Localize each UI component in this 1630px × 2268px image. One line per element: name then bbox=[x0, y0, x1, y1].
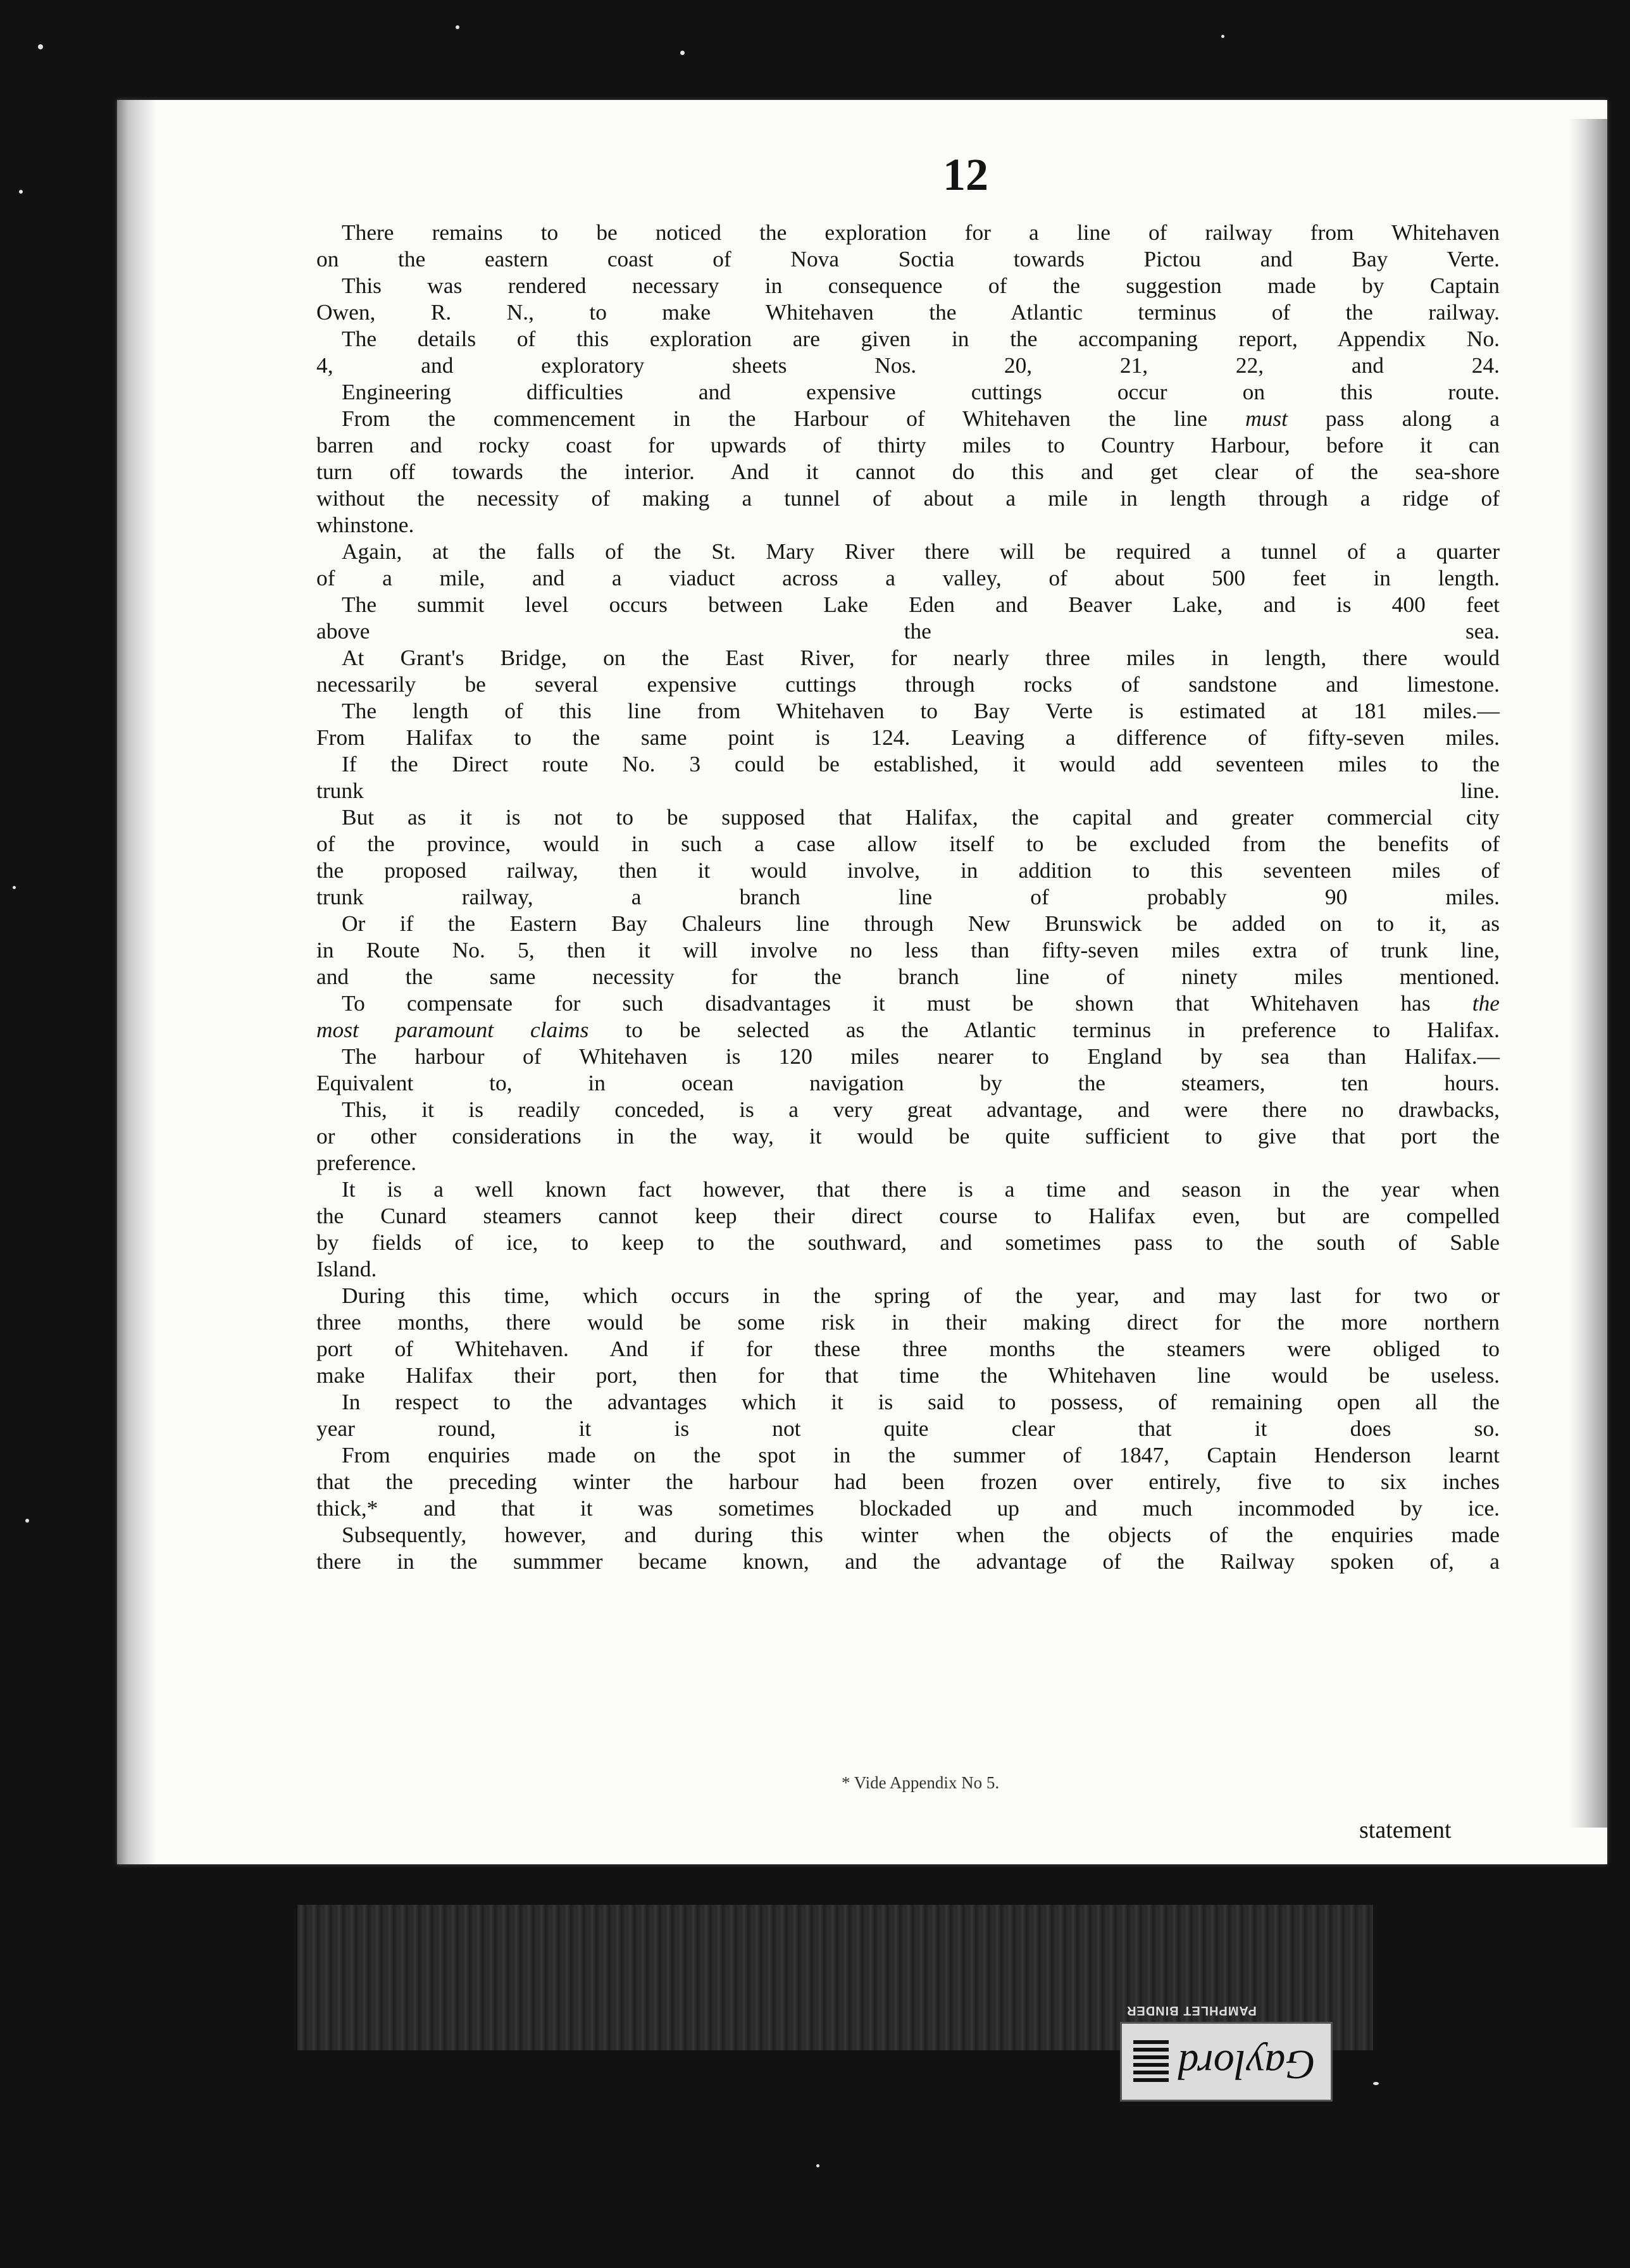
dust-speck bbox=[456, 25, 459, 29]
text-line: that the preceding winter the harbour had been frozen over entirely, five to six inches bbox=[316, 1469, 1500, 1494]
binder-label bbox=[1120, 2022, 1333, 2102]
text-line: three months, there would be some risk in their making direct for the more northern bbox=[316, 1309, 1500, 1335]
text-line: From Halifax to the same point is 124. Leaving a difference of fifty-seven miles. bbox=[316, 725, 1500, 750]
text-line: make Halifax their port, then for that time the Whitehaven line would be useless. bbox=[316, 1362, 1500, 1388]
text-line: most paramount claims to be selected as the Atlantic terminus in preference to Halifax. bbox=[316, 1017, 1500, 1042]
text-line: During this time, which occurs in the spring of the year, and may last for two or bbox=[342, 1283, 1500, 1308]
text-line: the proposed railway, then it would involve, in addition to this seventeen miles of bbox=[316, 857, 1500, 883]
paragraph bbox=[316, 697, 1500, 751]
text-line: The length of this line from Whitehaven to Bay Verte is estimated at 181 miles.— bbox=[342, 698, 1500, 723]
text-line: From the commencement in the Harbour of Whitehaven the line must pass along a bbox=[342, 406, 1500, 431]
text-line: At Grant's Bridge, on the East River, for nearly three miles in length, there would bbox=[342, 645, 1500, 670]
binder-brand-text: Gaylord bbox=[1178, 2041, 1316, 2088]
text-line: in Route No. 5, then it will involve no less than fifty-seven miles extra of trunk line, bbox=[316, 937, 1500, 963]
text-line: There remains to be noticed the exploration for a line of railway from Whitehaven bbox=[342, 220, 1500, 245]
text-line: without the necessity of making a tunnel of about a mile in length through a ridge of bbox=[316, 485, 1500, 511]
text-line: Island. bbox=[316, 1256, 377, 1281]
text-line: year round, it is not quite clear that it does so. bbox=[316, 1416, 1500, 1441]
paragraph bbox=[316, 804, 1500, 910]
text-line: Again, at the falls of the St. Mary River there will be required a tunnel of a quarter bbox=[342, 539, 1500, 564]
paragraph bbox=[316, 1096, 1500, 1176]
page-gutter-shadow bbox=[117, 100, 156, 1864]
text-line: Or if the Eastern Bay Chaleurs line through New Brunswick be added on to it, as bbox=[342, 911, 1500, 936]
dust-speck bbox=[1373, 2082, 1379, 2085]
text-line: turn off towards the interior. And it cannot do this and get clear of the sea-shore bbox=[316, 459, 1500, 484]
text-line: 4, and exploratory sheets Nos. 20, 21, 22, and 24. bbox=[316, 352, 1500, 378]
dust-speck bbox=[680, 51, 685, 55]
dust-speck bbox=[1221, 35, 1224, 38]
text-line: The details of this exploration are given in the accompaning report, Appendix No. bbox=[342, 326, 1500, 351]
dust-speck bbox=[25, 1519, 29, 1523]
text-line: preference. bbox=[316, 1150, 417, 1175]
dust-speck bbox=[19, 190, 23, 194]
text-line: This, it is readily conceded, is a very great advantage, and were there no drawbacks, bbox=[342, 1097, 1500, 1122]
paragraph bbox=[316, 591, 1500, 644]
text-line: there in the summmer became known, and the advantage of the Railway spoken of, a bbox=[316, 1548, 1500, 1574]
text-line: trunk railway, a branch line of probably 90 miles. bbox=[316, 884, 1500, 909]
text-line: of the province, would in such a case allow itself to be excluded from the benefits of bbox=[316, 831, 1500, 856]
paragraph bbox=[316, 1043, 1500, 1096]
paragraph bbox=[316, 1388, 1500, 1442]
text-line: port of Whitehaven. And if for these three months the steamers were obliged to bbox=[316, 1336, 1500, 1361]
text-line: It is a well known fact however, that there is a time and season in the year when bbox=[342, 1176, 1500, 1202]
text-line: This was rendered necessary in consequence of the suggestion made by Captain bbox=[342, 273, 1500, 298]
binder-maker-label: PAMPHLET BINDER bbox=[1126, 2003, 1257, 2017]
text-line: In respect to the advantages which it is said to possess, of remaining open all the bbox=[342, 1389, 1500, 1414]
paragraph bbox=[316, 1176, 1500, 1282]
text-line: Owen, R. N., to make Whitehaven the Atlantic terminus of the railway. bbox=[316, 299, 1500, 325]
text-line: on the eastern coast of Nova Soctia towards Pictou and Bay Verte. bbox=[316, 246, 1500, 271]
text-line: of a mile, and a viaduct across a valley, of about 500 feet in length. bbox=[316, 565, 1500, 590]
text-line: From enquiries made on the spot in the summer of 1847, Captain Henderson learnt bbox=[342, 1442, 1500, 1467]
text-line: Equivalent to, in ocean navigation by the steamers, ten hours. bbox=[316, 1070, 1500, 1095]
paragraph bbox=[316, 644, 1500, 697]
text-line: thick,* and that it was sometimes blockaded up and much incommoded by ice. bbox=[316, 1495, 1500, 1521]
paragraph bbox=[316, 1282, 1500, 1388]
paragraph bbox=[316, 1521, 1500, 1574]
paragraph bbox=[316, 405, 1500, 538]
footnote: * Vide Appendix No 5. bbox=[842, 1773, 1000, 1792]
text-line: To compensate for such disadvantages it must be shown that Whitehaven has the bbox=[342, 990, 1500, 1016]
text-line: trunk line. bbox=[316, 778, 1500, 803]
text-line: But as it is not to be supposed that Halifax, the capital and greater commercial city bbox=[342, 804, 1500, 830]
text-line: If the Direct route No. 3 could be established, it would add seventeen miles to the bbox=[342, 751, 1500, 776]
catchword: statement bbox=[1359, 1817, 1452, 1843]
text-line: necessarily be several expensive cuttings through rocks of sandstone and limestone. bbox=[316, 671, 1500, 697]
text-line: The harbour of Whitehaven is 120 miles nearer to England by sea than Halifax.— bbox=[342, 1044, 1500, 1069]
paragraph bbox=[316, 272, 1500, 325]
paragraph bbox=[316, 219, 1500, 272]
body-text bbox=[316, 219, 1500, 1574]
text-line: above the sea. bbox=[316, 618, 1500, 644]
text-line: or other considerations in the way, it would be quite sufficient to give that port the bbox=[316, 1123, 1500, 1149]
paragraph bbox=[316, 910, 1500, 990]
paragraph bbox=[316, 751, 1500, 804]
paragraph bbox=[316, 378, 1500, 405]
text-line: whinstone. bbox=[316, 512, 414, 537]
text-line: Engineering difficulties and expensive cuttings occur on this route. bbox=[342, 379, 1500, 404]
barcode-stripes-icon bbox=[1133, 2040, 1169, 2083]
text-line: and the same necessity for the branch line of ninety miles mentioned. bbox=[316, 964, 1500, 989]
page-number: 12 bbox=[943, 149, 988, 200]
dust-speck bbox=[13, 886, 16, 889]
text-line: the Cunard steamers cannot keep their direct course to Halifax even, but are compelled bbox=[316, 1203, 1500, 1228]
dust-speck bbox=[38, 44, 43, 49]
text-line: barren and rocky coast for upwards of thirty miles to Country Harbour, before it can bbox=[316, 432, 1500, 458]
page-edge-shadow bbox=[1569, 119, 1607, 1828]
paragraph bbox=[316, 538, 1500, 591]
text-line: by fields of ice, to keep to the southward, and sometimes pass to the south of Sable bbox=[316, 1230, 1500, 1255]
text-line: The summit level occurs between Lake Eden and Beaver Lake, and is 400 feet bbox=[342, 592, 1500, 617]
dust-speck bbox=[816, 2164, 819, 2167]
paragraph bbox=[316, 990, 1500, 1043]
paragraph bbox=[316, 1442, 1500, 1521]
text-line: Subsequently, however, and during this winter when the objects of the enquiries made bbox=[342, 1522, 1500, 1547]
paragraph bbox=[316, 325, 1500, 378]
